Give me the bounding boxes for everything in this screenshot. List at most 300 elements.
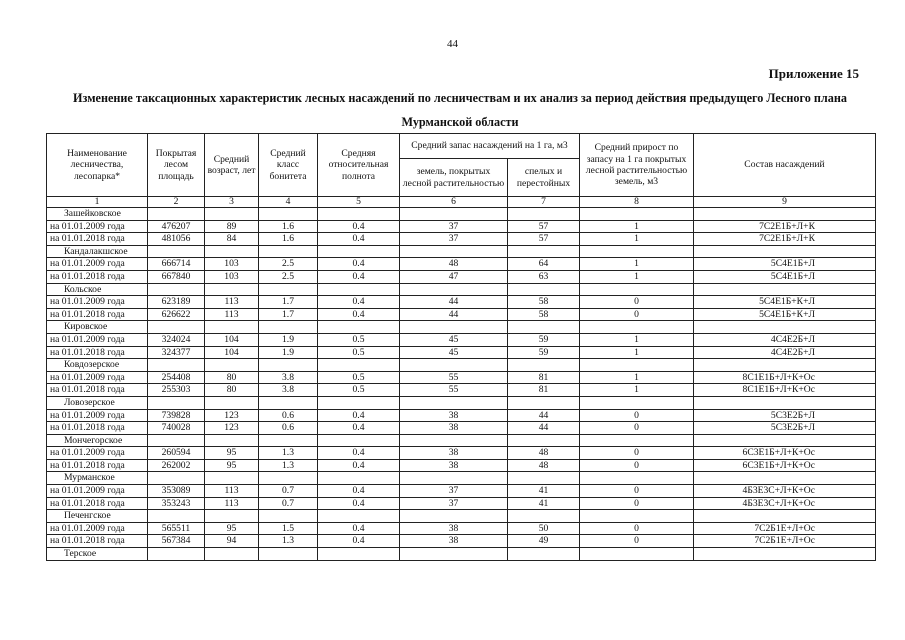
cell-composition: 7С2Е1Б+Л+К	[694, 233, 876, 246]
cell-stock-mature: 57	[508, 220, 580, 233]
cell-growth: 1	[580, 270, 694, 283]
header-age: Средний возраст, лет	[205, 134, 259, 197]
cell-area: 255303	[148, 384, 205, 397]
date-label: на 01.01.2009 года	[47, 447, 148, 460]
cell-stock-mature: 58	[508, 308, 580, 321]
cell-composition: 5С4Е1Б+Л	[694, 258, 876, 271]
cell-composition: 5С4Е1Б+К+Л	[694, 296, 876, 309]
document-title: Изменение таксационных характеристик лесных насаждений по лесничествам и их анализ за период действия предыдущего Лесного плана Мурманской области	[73, 91, 847, 129]
empty-cell	[148, 208, 205, 221]
empty-cell	[259, 245, 318, 258]
cell-stock-mature: 58	[508, 296, 580, 309]
empty-cell	[148, 245, 205, 258]
empty-cell	[694, 434, 876, 447]
cell-stock-mature: 48	[508, 459, 580, 472]
empty-cell	[580, 321, 694, 334]
cell-area: 626622	[148, 308, 205, 321]
empty-cell	[400, 321, 508, 334]
cell-growth: 0	[580, 459, 694, 472]
table-row	[47, 409, 876, 422]
cell-bonitet: 1.9	[259, 346, 318, 359]
empty-cell	[148, 434, 205, 447]
cell-stock-forest: 48	[400, 258, 508, 271]
cell-growth: 0	[580, 409, 694, 422]
cell-age: 104	[205, 333, 259, 346]
empty-cell	[694, 472, 876, 485]
date-label: на 01.01.2009 года	[47, 409, 148, 422]
date-label: на 01.01.2009 года	[47, 258, 148, 271]
cell-stock-forest: 55	[400, 371, 508, 384]
cell-stock-forest: 38	[400, 447, 508, 460]
empty-cell	[580, 245, 694, 258]
cell-composition: 4Б3Е3С+Л+К+Ос	[694, 485, 876, 498]
cell-age: 95	[205, 522, 259, 535]
table-row	[47, 233, 876, 246]
table-row	[47, 371, 876, 384]
empty-cell	[400, 472, 508, 485]
table-row	[47, 485, 876, 498]
date-label: на 01.01.2018 года	[47, 497, 148, 510]
header-growth: Средний прирост по запасу на 1 га покрытых лесной растительностью земель, м3	[580, 134, 694, 197]
table-row	[47, 308, 876, 321]
appendix-label: Приложение 15	[768, 66, 859, 81]
empty-cell	[205, 208, 259, 221]
cell-growth: 1	[580, 220, 694, 233]
empty-cell	[205, 359, 259, 372]
empty-cell	[259, 510, 318, 523]
empty-cell	[148, 283, 205, 296]
cell-stock-mature: 63	[508, 270, 580, 283]
cell-age: 113	[205, 485, 259, 498]
empty-cell	[400, 396, 508, 409]
empty-cell	[318, 510, 400, 523]
empty-cell	[259, 396, 318, 409]
cell-composition: 7С2Б1Е+Л+Ос	[694, 535, 876, 548]
date-label: на 01.01.2009 года	[47, 333, 148, 346]
cell-age: 95	[205, 459, 259, 472]
cell-bonitet: 1.3	[259, 535, 318, 548]
date-label: на 01.01.2009 года	[47, 371, 148, 384]
forestry-group-row	[47, 510, 876, 523]
cell-bonitet: 1.3	[259, 447, 318, 460]
empty-cell	[318, 208, 400, 221]
header-stock-mature: спелых и перестойных	[508, 159, 580, 197]
table-row	[47, 522, 876, 535]
cell-density: 0.4	[318, 308, 400, 321]
cell-age: 104	[205, 346, 259, 359]
cell-density: 0.5	[318, 346, 400, 359]
cell-composition: 5С3Е2Б+Л	[694, 409, 876, 422]
cell-density: 0.4	[318, 535, 400, 548]
cell-bonitet: 1.7	[259, 308, 318, 321]
empty-cell	[580, 434, 694, 447]
cell-stock-mature: 50	[508, 522, 580, 535]
cell-bonitet: 3.8	[259, 371, 318, 384]
forestry-name: Ловозерское	[47, 396, 148, 409]
cell-growth: 1	[580, 333, 694, 346]
cell-growth: 1	[580, 384, 694, 397]
header-area: Покрытая лесом площадь	[148, 134, 205, 197]
cell-stock-mature: 57	[508, 233, 580, 246]
cell-area: 481056	[148, 233, 205, 246]
cell-stock-forest: 37	[400, 220, 508, 233]
cell-age: 80	[205, 371, 259, 384]
page-number: 44	[447, 38, 458, 50]
empty-cell	[259, 548, 318, 561]
cell-stock-forest: 47	[400, 270, 508, 283]
empty-cell	[580, 396, 694, 409]
cell-density: 0.4	[318, 522, 400, 535]
cell-bonitet: 0.6	[259, 422, 318, 435]
cell-stock-mature: 44	[508, 422, 580, 435]
forestry-group-row	[47, 548, 876, 561]
table-body	[47, 208, 876, 561]
cell-growth: 0	[580, 497, 694, 510]
table-row	[47, 384, 876, 397]
cell-area: 324377	[148, 346, 205, 359]
cell-bonitet: 3.8	[259, 384, 318, 397]
cell-area: 254408	[148, 371, 205, 384]
empty-cell	[694, 245, 876, 258]
forestry-name: Терское	[47, 548, 148, 561]
forestry-group-row	[47, 321, 876, 334]
column-number: 2	[148, 197, 205, 208]
empty-cell	[580, 208, 694, 221]
forestry-group-row	[47, 208, 876, 221]
cell-stock-forest: 44	[400, 308, 508, 321]
empty-cell	[580, 510, 694, 523]
empty-cell	[694, 359, 876, 372]
empty-cell	[400, 359, 508, 372]
cell-stock-forest: 37	[400, 485, 508, 498]
cell-bonitet: 1.9	[259, 333, 318, 346]
empty-cell	[400, 208, 508, 221]
cell-density: 0.4	[318, 497, 400, 510]
cell-age: 94	[205, 535, 259, 548]
date-label: на 01.01.2009 года	[47, 522, 148, 535]
cell-bonitet: 1.6	[259, 220, 318, 233]
cell-stock-forest: 55	[400, 384, 508, 397]
empty-cell	[259, 321, 318, 334]
column-number: 3	[205, 197, 259, 208]
header-stock-forest: земель, покрытых лесной растительностью	[400, 159, 508, 197]
cell-area: 739828	[148, 409, 205, 422]
forestry-group-row	[47, 396, 876, 409]
cell-density: 0.4	[318, 258, 400, 271]
cell-age: 103	[205, 270, 259, 283]
forestry-name: Печенгское	[47, 510, 148, 523]
empty-cell	[259, 283, 318, 296]
table-row	[47, 270, 876, 283]
cell-growth: 0	[580, 308, 694, 321]
empty-cell	[205, 396, 259, 409]
empty-cell	[205, 321, 259, 334]
date-label: на 01.01.2018 года	[47, 535, 148, 548]
table-row	[47, 422, 876, 435]
empty-cell	[508, 321, 580, 334]
date-label: на 01.01.2009 года	[47, 220, 148, 233]
cell-density: 0.4	[318, 220, 400, 233]
cell-composition: 8С1Е1Б+Л+К+Ос	[694, 384, 876, 397]
cell-stock-forest: 45	[400, 346, 508, 359]
cell-stock-mature: 44	[508, 409, 580, 422]
cell-bonitet: 0.7	[259, 485, 318, 498]
date-label: на 01.01.2018 года	[47, 422, 148, 435]
empty-cell	[148, 548, 205, 561]
cell-density: 0.5	[318, 371, 400, 384]
cell-age: 103	[205, 258, 259, 271]
forestry-name: Кольское	[47, 283, 148, 296]
cell-density: 0.4	[318, 296, 400, 309]
cell-area: 565511	[148, 522, 205, 535]
column-number: 4	[259, 197, 318, 208]
empty-cell	[205, 510, 259, 523]
table-row	[47, 333, 876, 346]
cell-area: 353089	[148, 485, 205, 498]
date-label: на 01.01.2018 года	[47, 384, 148, 397]
cell-density: 0.4	[318, 270, 400, 283]
empty-cell	[508, 396, 580, 409]
table-row	[47, 296, 876, 309]
table-row	[47, 459, 876, 472]
cell-density: 0.4	[318, 459, 400, 472]
date-label: на 01.01.2018 года	[47, 270, 148, 283]
cell-bonitet: 0.7	[259, 497, 318, 510]
forestry-group-row	[47, 245, 876, 258]
cell-composition: 4С4Е2Б+Л	[694, 333, 876, 346]
forest-characteristics-table	[46, 133, 876, 561]
empty-cell	[508, 548, 580, 561]
empty-cell	[318, 434, 400, 447]
table-header	[47, 134, 876, 208]
table-row	[47, 220, 876, 233]
date-label: на 01.01.2018 года	[47, 308, 148, 321]
empty-cell	[508, 472, 580, 485]
empty-cell	[148, 396, 205, 409]
cell-bonitet: 1.7	[259, 296, 318, 309]
cell-density: 0.5	[318, 333, 400, 346]
cell-bonitet: 1.6	[259, 233, 318, 246]
table-row	[47, 497, 876, 510]
empty-cell	[694, 321, 876, 334]
cell-density: 0.4	[318, 447, 400, 460]
cell-composition: 7С2Б1Е+Л+Ос	[694, 522, 876, 535]
empty-cell	[508, 208, 580, 221]
empty-cell	[508, 434, 580, 447]
cell-composition: 8С1Е1Б+Л+К+Ос	[694, 371, 876, 384]
cell-area: 353243	[148, 497, 205, 510]
empty-cell	[580, 359, 694, 372]
empty-cell	[400, 510, 508, 523]
cell-stock-forest: 38	[400, 522, 508, 535]
column-number: 7	[508, 197, 580, 208]
cell-age: 113	[205, 497, 259, 510]
forestry-name: Мончегорское	[47, 434, 148, 447]
cell-composition: 4С4Е2Б+Л	[694, 346, 876, 359]
cell-composition: 6С3Е1Б+Л+К+Ос	[694, 459, 876, 472]
empty-cell	[205, 283, 259, 296]
cell-stock-forest: 37	[400, 497, 508, 510]
forestry-group-row	[47, 472, 876, 485]
cell-age: 89	[205, 220, 259, 233]
cell-composition: 5С4Е1Б+К+Л	[694, 308, 876, 321]
cell-bonitet: 0.6	[259, 409, 318, 422]
table-row	[47, 535, 876, 548]
empty-cell	[259, 208, 318, 221]
empty-cell	[318, 359, 400, 372]
empty-cell	[148, 510, 205, 523]
cell-growth: 0	[580, 422, 694, 435]
header-name: Наименование лесничества, лесопарка*	[47, 134, 148, 197]
forestry-name: Мурманское	[47, 472, 148, 485]
empty-cell	[205, 548, 259, 561]
empty-cell	[318, 283, 400, 296]
cell-age: 84	[205, 233, 259, 246]
cell-growth: 0	[580, 522, 694, 535]
cell-stock-mature: 64	[508, 258, 580, 271]
cell-growth: 0	[580, 447, 694, 460]
cell-bonitet: 1.3	[259, 459, 318, 472]
cell-area: 666714	[148, 258, 205, 271]
date-label: на 01.01.2009 года	[47, 485, 148, 498]
empty-cell	[148, 359, 205, 372]
cell-bonitet: 1.5	[259, 522, 318, 535]
empty-cell	[318, 472, 400, 485]
cell-stock-mature: 48	[508, 447, 580, 460]
column-number: 9	[694, 197, 876, 208]
header-density: Средняя относительная полнота	[318, 134, 400, 197]
cell-stock-mature: 41	[508, 497, 580, 510]
cell-area: 324024	[148, 333, 205, 346]
cell-stock-forest: 44	[400, 296, 508, 309]
empty-cell	[508, 510, 580, 523]
empty-cell	[580, 283, 694, 296]
cell-stock-mature: 59	[508, 346, 580, 359]
empty-cell	[400, 434, 508, 447]
cell-bonitet: 2.5	[259, 270, 318, 283]
cell-area: 567384	[148, 535, 205, 548]
cell-stock-mature: 81	[508, 384, 580, 397]
empty-cell	[318, 321, 400, 334]
empty-cell	[259, 359, 318, 372]
cell-density: 0.4	[318, 485, 400, 498]
cell-stock-forest: 45	[400, 333, 508, 346]
cell-age: 95	[205, 447, 259, 460]
cell-stock-forest: 38	[400, 535, 508, 548]
cell-growth: 1	[580, 233, 694, 246]
cell-composition: 5С3Е2Б+Л	[694, 422, 876, 435]
empty-cell	[318, 396, 400, 409]
cell-composition: 6С3Е1Б+Л+К+Ос	[694, 447, 876, 460]
column-number: 8	[580, 197, 694, 208]
empty-cell	[318, 548, 400, 561]
date-label: на 01.01.2009 года	[47, 296, 148, 309]
empty-cell	[259, 434, 318, 447]
cell-growth: 0	[580, 296, 694, 309]
forestry-group-row	[47, 434, 876, 447]
cell-growth: 1	[580, 258, 694, 271]
cell-stock-forest: 38	[400, 422, 508, 435]
empty-cell	[694, 208, 876, 221]
empty-cell	[205, 472, 259, 485]
column-number: 5	[318, 197, 400, 208]
cell-composition: 4Б3Е3С+Л+К+Ос	[694, 497, 876, 510]
empty-cell	[580, 472, 694, 485]
table-row	[47, 346, 876, 359]
empty-cell	[694, 283, 876, 296]
column-number: 1	[47, 197, 148, 208]
empty-cell	[694, 396, 876, 409]
table-row	[47, 447, 876, 460]
cell-stock-mature: 81	[508, 371, 580, 384]
cell-growth: 1	[580, 346, 694, 359]
forestry-name: Зашейковское	[47, 208, 148, 221]
cell-growth: 0	[580, 535, 694, 548]
date-label: на 01.01.2018 года	[47, 233, 148, 246]
cell-density: 0.4	[318, 409, 400, 422]
empty-cell	[259, 472, 318, 485]
cell-composition: 7С2Е1Б+Л+К	[694, 220, 876, 233]
cell-stock-mature: 41	[508, 485, 580, 498]
empty-cell	[508, 245, 580, 258]
cell-composition: 5С4Е1Б+Л	[694, 270, 876, 283]
cell-density: 0.4	[318, 233, 400, 246]
cell-growth: 1	[580, 371, 694, 384]
empty-cell	[694, 548, 876, 561]
cell-stock-forest: 37	[400, 233, 508, 246]
header-composition: Состав насаждений	[694, 134, 876, 197]
empty-cell	[580, 548, 694, 561]
forestry-name: Ковдозерское	[47, 359, 148, 372]
cell-area: 623189	[148, 296, 205, 309]
cell-age: 113	[205, 308, 259, 321]
cell-density: 0.4	[318, 422, 400, 435]
date-label: на 01.01.2018 года	[47, 346, 148, 359]
empty-cell	[148, 472, 205, 485]
forestry-name: Кировское	[47, 321, 148, 334]
column-number: 6	[400, 197, 508, 208]
cell-stock-mature: 49	[508, 535, 580, 548]
empty-cell	[508, 359, 580, 372]
header-bonitet: Средний класс бонитета	[259, 134, 318, 197]
cell-area: 667840	[148, 270, 205, 283]
empty-cell	[508, 283, 580, 296]
cell-age: 113	[205, 296, 259, 309]
empty-cell	[318, 245, 400, 258]
date-label: на 01.01.2018 года	[47, 459, 148, 472]
table-row	[47, 258, 876, 271]
empty-cell	[694, 510, 876, 523]
forestry-name: Кандалакшское	[47, 245, 148, 258]
cell-area: 262002	[148, 459, 205, 472]
cell-area: 476207	[148, 220, 205, 233]
cell-bonitet: 2.5	[259, 258, 318, 271]
cell-stock-forest: 38	[400, 409, 508, 422]
empty-cell	[148, 321, 205, 334]
empty-cell	[400, 548, 508, 561]
cell-growth: 0	[580, 485, 694, 498]
empty-cell	[205, 434, 259, 447]
empty-cell	[400, 245, 508, 258]
cell-age: 123	[205, 422, 259, 435]
cell-area: 260594	[148, 447, 205, 460]
cell-age: 80	[205, 384, 259, 397]
cell-density: 0.5	[318, 384, 400, 397]
forestry-group-row	[47, 359, 876, 372]
empty-cell	[400, 283, 508, 296]
cell-area: 740028	[148, 422, 205, 435]
cell-stock-forest: 38	[400, 459, 508, 472]
